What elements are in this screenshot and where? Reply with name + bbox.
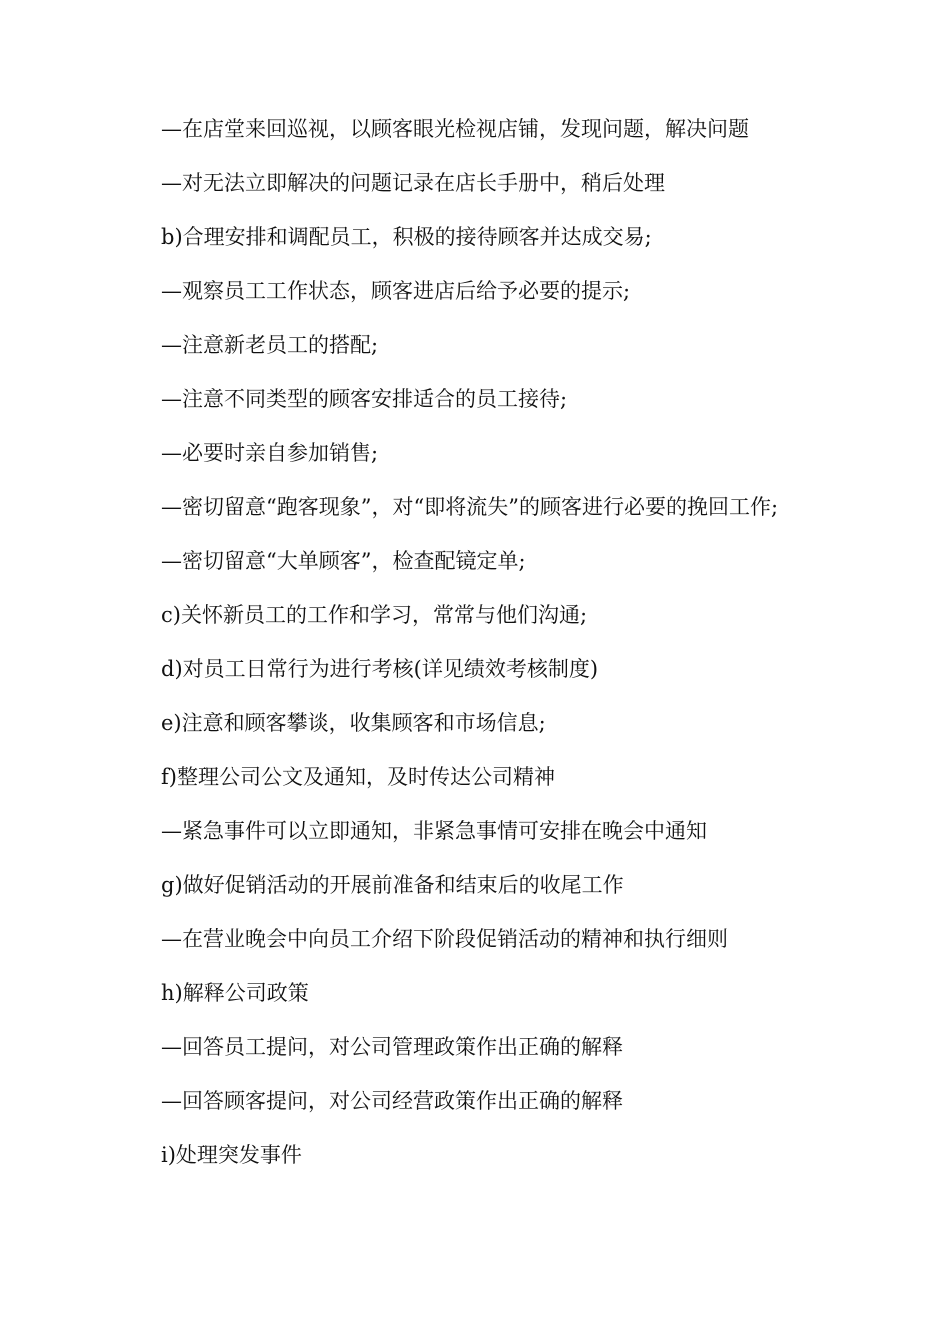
paragraph-6: —必要时亲自参加销售; bbox=[161, 441, 379, 465]
paragraph-19: i)处理突发事件 bbox=[161, 1143, 302, 1167]
paragraph-14: g)做好促销活动的开展前准备和结束后的收尾工作 bbox=[161, 873, 624, 897]
paragraph-16: h)解释公司政策 bbox=[161, 981, 309, 1005]
document-body bbox=[117, 102, 835, 1182]
paragraph-2: b)合理安排和调配员工，积极的接待顾客并达成交易; bbox=[161, 225, 652, 249]
paragraph-17: —回答员工提问，对公司管理政策作出正确的解释 bbox=[161, 1035, 623, 1059]
paragraph-9: c)关怀新员工的工作和学习，常常与他们沟通; bbox=[161, 603, 588, 627]
paragraph-0: —在店堂来回巡视，以顾客眼光检视店铺，发现问题，解决问题 bbox=[161, 117, 749, 141]
paragraph-5: —注意不同类型的顾客安排适合的员工接待; bbox=[161, 387, 568, 411]
paragraph-13: —紧急事件可以立即通知，非紧急事情可安排在晚会中通知 bbox=[161, 819, 707, 843]
paragraph-3: —观察员工工作状态，顾客进店后给予必要的提示; bbox=[161, 279, 631, 303]
paragraph-10: d)对员工日常行为进行考核(详见绩效考核制度) bbox=[161, 657, 599, 681]
paragraph-4: —注意新老员工的搭配; bbox=[161, 333, 379, 357]
paragraph-15: —在营业晚会中向员工介绍下阶段促销活动的精神和执行细则 bbox=[161, 927, 728, 951]
paragraph-1: —对无法立即解决的问题记录在店长手册中，稍后处理 bbox=[161, 171, 665, 195]
paragraph-7: —密切留意“跑客现象”，对“即将流失”的顾客进行必要的挽回工作; bbox=[161, 495, 779, 519]
paragraph-12: f)整理公司公文及通知，及时传达公司精神 bbox=[161, 765, 555, 789]
paragraph-18: —回答顾客提问，对公司经营政策作出正确的解释 bbox=[161, 1089, 623, 1113]
paragraph-8: —密切留意“大单顾客”，检查配镜定单; bbox=[161, 549, 526, 573]
paragraph-11: e)注意和顾客攀谈，收集顾客和市场信息; bbox=[161, 711, 546, 735]
